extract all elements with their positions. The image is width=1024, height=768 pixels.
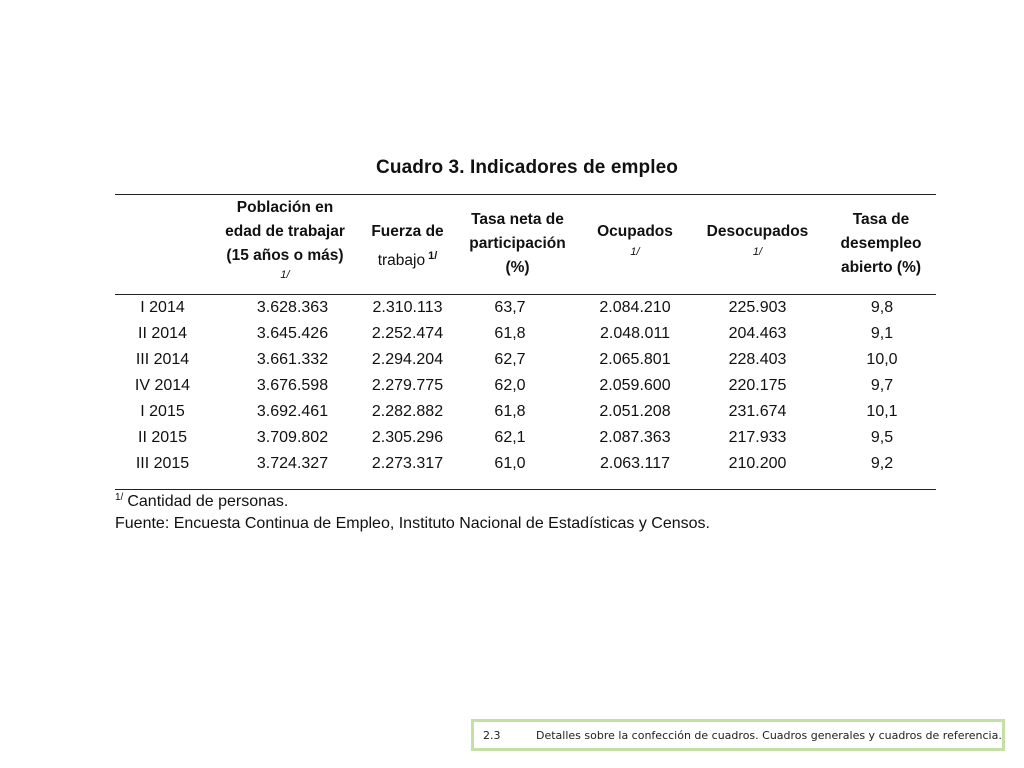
header-poblacion-line2: edad de trabajar <box>225 223 345 240</box>
cell-ocupados: 2.087.363 <box>599 429 671 446</box>
cell-tasa-part: 61,8 <box>494 325 526 342</box>
cell-desocupados: 217.933 <box>728 429 787 446</box>
cell-tasa-part: 62,0 <box>494 377 526 394</box>
cell-poblacion: 3.676.598 <box>256 377 329 394</box>
header-desocupados-sup: 1/ <box>752 246 763 258</box>
cell-tasa-desemp: 10,0 <box>866 351 898 368</box>
header-desocupados-line1: Desocupados <box>706 223 809 240</box>
source-note: Fuente: Encuesta Continua de Empleo, Instituto Nacional de Estadísticas y Censos. <box>115 515 710 532</box>
cell-ocupados: 2.051.208 <box>599 403 671 420</box>
cell-period: II 2014 <box>138 325 187 342</box>
cell-desocupados: 225.903 <box>728 299 787 316</box>
section-title: Detalles sobre la confección de cuadros. Cuadros generales y cuadros de referencia. <box>536 729 1002 742</box>
table-row <box>115 295 936 321</box>
slide-footer <box>471 719 1005 751</box>
header-poblacion-sup: 1/ <box>280 269 290 281</box>
section-number: 2.3 <box>483 729 501 742</box>
header-tasa-desemp-line2: desempleo <box>840 235 922 252</box>
header-poblacion <box>205 196 365 282</box>
cell-period: IV 2014 <box>134 377 191 394</box>
header-ocupados-line1: Ocupados <box>597 223 673 240</box>
cell-poblacion: 3.709.802 <box>256 429 329 446</box>
cell-period: I 2015 <box>140 403 185 420</box>
cell-poblacion: 3.645.426 <box>256 325 329 342</box>
header-fuerza-line2: trabajo <box>377 252 426 269</box>
cell-tasa-desemp: 9,2 <box>870 455 894 472</box>
cell-fuerza: 2.305.296 <box>371 429 444 446</box>
cell-period: III 2014 <box>135 351 190 368</box>
cell-fuerza: 2.310.113 <box>372 299 443 316</box>
cell-ocupados: 2.048.011 <box>600 325 670 342</box>
footnote <box>115 492 288 511</box>
cell-fuerza: 2.282.882 <box>371 403 444 420</box>
cell-period: II 2015 <box>138 429 187 446</box>
table-row <box>115 425 936 451</box>
cell-desocupados: 228.403 <box>728 351 787 368</box>
cell-poblacion: 3.628.363 <box>256 299 329 316</box>
cell-poblacion: 3.692.461 <box>256 403 329 420</box>
cell-ocupados: 2.084.210 <box>599 299 671 316</box>
cell-desocupados: 220.175 <box>728 377 787 394</box>
header-tasa-participacion <box>455 208 580 280</box>
cell-poblacion: 3.661.332 <box>256 351 329 368</box>
table-row <box>115 451 936 477</box>
cell-desocupados: 204.463 <box>728 325 787 342</box>
cell-tasa-desemp: 9,8 <box>870 299 894 316</box>
cell-tasa-desemp: 9,1 <box>870 325 894 342</box>
cell-fuerza: 2.279.775 <box>371 377 444 394</box>
header-tasa-desempleo <box>826 208 936 280</box>
cell-fuerza: 2.273.317 <box>371 455 444 472</box>
header-poblacion-line1: Población en <box>236 199 334 216</box>
cell-ocupados: 2.065.801 <box>599 351 671 368</box>
header-fuerza-line1: Fuerza de <box>371 223 444 240</box>
cell-poblacion: 3.724.327 <box>256 455 329 472</box>
cell-tasa-part: 63,7 <box>494 299 526 316</box>
cell-tasa-part: 61,0 <box>494 455 526 472</box>
cell-desocupados: 210.200 <box>728 455 787 472</box>
header-ocupados <box>575 220 695 260</box>
header-poblacion-line3: (15 años o más) <box>226 247 344 264</box>
cell-tasa-part: 62,7 <box>494 351 526 368</box>
header-tasa-part-line1: Tasa neta de <box>471 211 564 228</box>
table-row <box>115 321 936 347</box>
cell-period: III 2015 <box>135 455 190 472</box>
table-row <box>115 399 936 425</box>
cell-desocupados: 231.674 <box>728 403 787 420</box>
table-row <box>115 347 936 373</box>
cell-ocupados: 2.063.117 <box>600 455 670 472</box>
table-top-rule <box>115 194 936 195</box>
header-tasa-desemp-line1: Tasa de <box>852 211 910 228</box>
cell-tasa-desemp: 9,5 <box>870 429 894 446</box>
header-ocupados-sup: 1/ <box>630 246 640 258</box>
footnote-text: Cantidad de personas. <box>127 493 289 510</box>
cell-fuerza: 2.252.474 <box>371 325 444 342</box>
table-bottom-rule <box>115 489 936 490</box>
cell-fuerza: 2.294.204 <box>371 351 444 368</box>
header-tasa-part-line3: (%) <box>505 259 530 276</box>
header-fuerza <box>360 220 455 273</box>
footnote-marker: 1/ <box>115 492 124 503</box>
header-fuerza-sup: 1/ <box>428 250 438 262</box>
cell-period: I 2014 <box>140 299 185 316</box>
cell-tasa-desemp: 9,7 <box>870 377 894 394</box>
header-desocupados <box>695 220 820 260</box>
cell-tasa-desemp: 10,1 <box>866 403 898 420</box>
cell-ocupados: 2.059.600 <box>599 377 671 394</box>
cell-tasa-part: 62,1 <box>494 429 526 446</box>
table-row <box>115 373 936 399</box>
header-tasa-desemp-line3: abierto (%) <box>840 259 922 276</box>
table-title: Cuadro 3. Indicadores de empleo <box>376 157 678 178</box>
header-tasa-part-line2: participación <box>469 235 566 252</box>
cell-tasa-part: 61,8 <box>494 403 526 420</box>
